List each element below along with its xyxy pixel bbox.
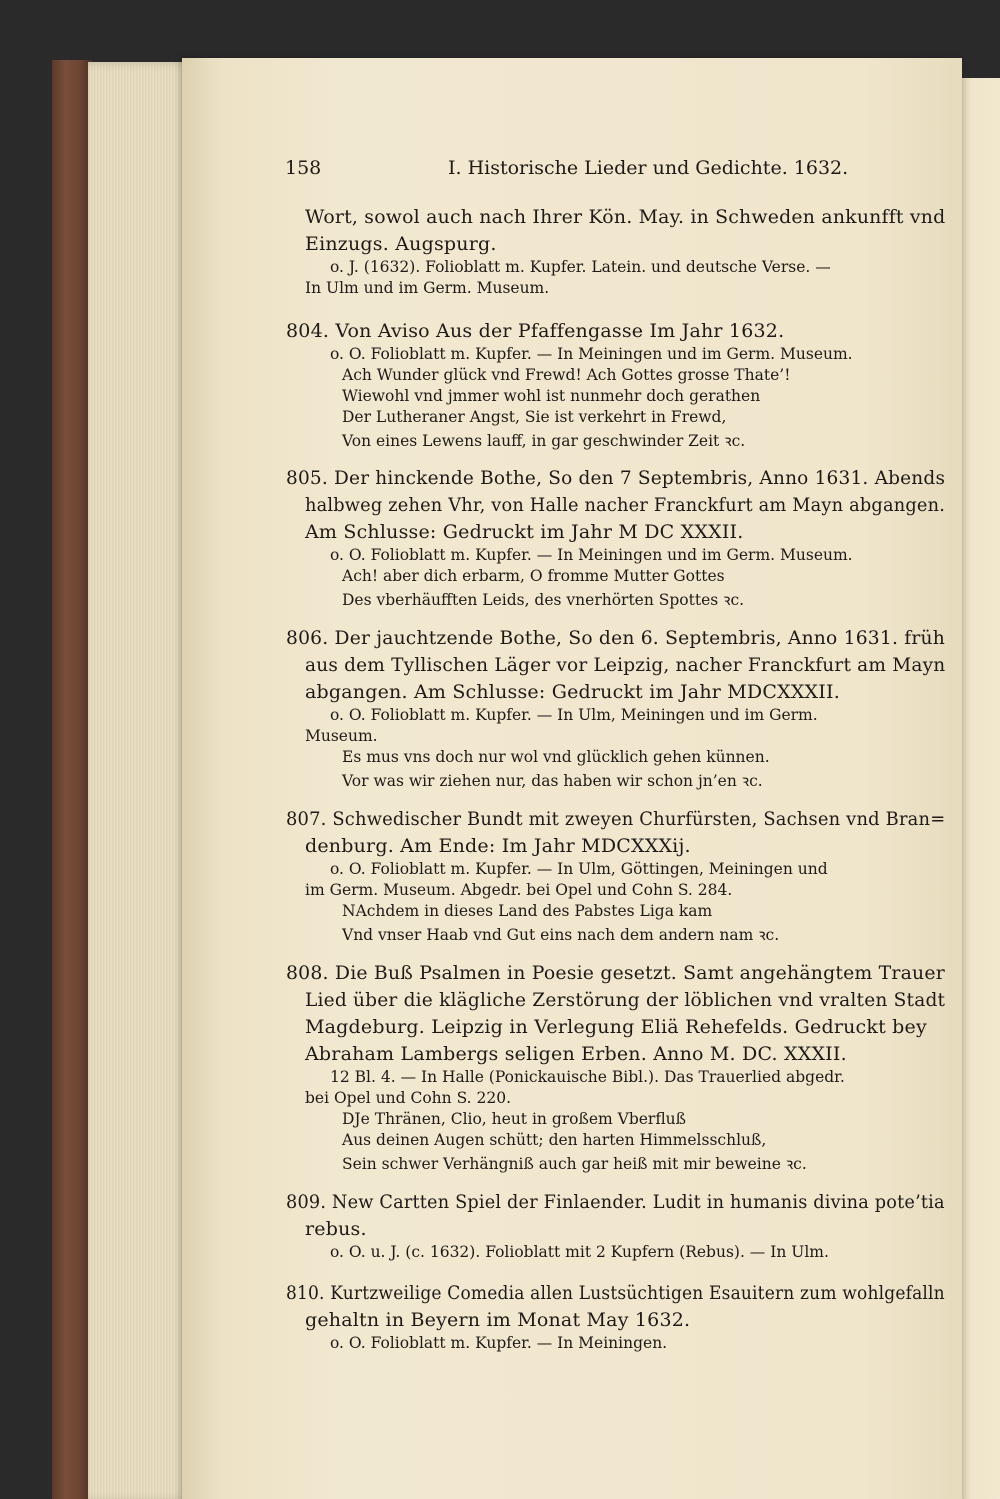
text-line: o. O. Folioblatt m. Kupfer. — In Meiningen. — [330, 1334, 668, 1352]
text-line: In Ulm und im Germ. Museum. — [305, 279, 550, 297]
text-line: DJe Thränen, Clio, heut in großem Vberfluß — [342, 1110, 687, 1128]
text-line: Wiewohl vnd jmmer wohl ist nunmehr doch gerathen — [342, 387, 761, 405]
text-line: o. O. u. J. (c. 1632). Folioblatt mit 2 Kupfern (Rebus). — In Ulm. — [330, 1243, 829, 1261]
text-line: Es mus vns doch nur wol vnd glücklich gehen künnen. — [342, 748, 770, 766]
text-line: 809. New Cartten Spiel der Finlaender. Ludit in humanis divina pote’tia — [286, 1191, 945, 1213]
text-line: o. O. Folioblatt m. Kupfer. — In Ulm, Göttingen, Meiningen und — [330, 860, 828, 878]
text-line: Magdeburg. Leipzig in Verlegung Eliä Rehefelds. Gedruckt bey — [305, 1016, 927, 1038]
text-line: Wort, sowol auch nach Ihrer Kön. May. in Schweden ankunfft vnd — [305, 206, 946, 228]
text-line: 804. Von Aviso Aus der Pfaffengasse Im Jahr 1632. — [286, 320, 785, 342]
text-line: o. O. Folioblatt m. Kupfer. — In Meiningen und im Germ. Museum. — [330, 345, 853, 363]
book-cover-edge — [52, 60, 92, 1499]
text-line: Aus deinen Augen schütt; den harten Himmelsschluß, — [342, 1131, 767, 1149]
text-line: Des vberhäufften Leids, des vnerhörten Spottes ꝛc. — [342, 591, 745, 609]
text-line: denburg. Am Ende: Im Jahr MDCXXXij. — [305, 835, 691, 857]
text-line: Abraham Lambergs seligen Erben. Anno M. DC. XXXII. — [305, 1043, 847, 1065]
text-line: o. O. Folioblatt m. Kupfer. — In Meiningen und im Germ. Museum. — [330, 546, 853, 564]
text-line: NAchdem in dieses Land des Pabstes Liga kam — [342, 902, 713, 920]
running-head: I. Historische Lieder und Gedichte. 1632. — [448, 157, 849, 179]
text-line: gehaltn in Beyern im Monat May 1632. — [305, 1309, 691, 1331]
text-line: abgangen. Am Schlusse: Gedruckt im Jahr MDCXXXII. — [305, 681, 840, 703]
page-stack-edges — [88, 62, 196, 1499]
text-line: Vnd vnser Haab vnd Gut eins nach dem andern nam ꝛc. — [342, 926, 780, 944]
text-line: Ach Wunder glück vnd Frewd! Ach Gottes grosse Thate’! — [342, 366, 791, 384]
text-line: rebus. — [305, 1218, 367, 1240]
text-line: 806. Der jauchtzende Bothe, So den 6. Septembris, Anno 1631. früh — [286, 627, 945, 649]
text-line: o. O. Folioblatt m. Kupfer. — In Ulm, Meiningen und im Germ. — [330, 706, 818, 724]
text-line: 807. Schwedischer Bundt mit zweyen Churfürsten, Sachsen vnd Bran= — [286, 808, 946, 830]
text-line: Sein schwer Verhängniß auch gar heiß mit mir beweine ꝛc. — [342, 1155, 807, 1173]
text-line: 808. Die Buß Psalmen in Poesie gesetzt. Samt angehängtem Trauer — [286, 962, 945, 984]
text-line: Der Lutheraner Angst, Sie ist verkehrt in Frewd, — [342, 408, 727, 426]
text-line: 12 Bl. 4. — In Halle (Ponickauische Bibl.). Das Trauerlied abgedr. — [330, 1068, 845, 1086]
page-number: 158 — [285, 157, 322, 179]
text-line: im Germ. Museum. Abgedr. bei Opel und Cohn S. 284. — [305, 881, 733, 899]
text-line: 810. Kurtzweilige Comedia allen Lustsüchtigen Esauitern zum wohlgefalln — [286, 1282, 945, 1304]
facing-page-edge — [958, 78, 1000, 1499]
text-line: Museum. — [305, 727, 378, 745]
text-line: o. J. (1632). Folioblatt m. Kupfer. Latein. und deutsche Verse. — — [330, 258, 831, 276]
text-line: halbweg zehen Vhr, von Halle nacher Franckfurt am Mayn abgangen. — [305, 494, 946, 516]
text-line: bei Opel und Cohn S. 220. — [305, 1089, 511, 1107]
text-line: Am Schlusse: Gedruckt im Jahr M DC XXXII. — [305, 521, 744, 543]
text-line: Vor was wir ziehen nur, das haben wir schon jn’en ꝛc. — [342, 772, 763, 790]
text-line: Einzugs. Augspurg. — [305, 233, 497, 255]
text-line: aus dem Tyllischen Läger vor Leipzig, nacher Franckfurt am Mayn — [305, 654, 946, 676]
text-line: 805. Der hinckende Bothe, So den 7 Septembris, Anno 1631. Abends — [286, 467, 946, 489]
text-line: Ach! aber dich erbarm, O fromme Mutter Gottes — [342, 567, 725, 585]
text-line: Lied über die klägliche Zerstörung der löblichen vnd vralten Stadt — [305, 989, 946, 1011]
text-line: Von eines Lewens lauff, in gar geschwinder Zeit ꝛc. — [342, 432, 746, 450]
